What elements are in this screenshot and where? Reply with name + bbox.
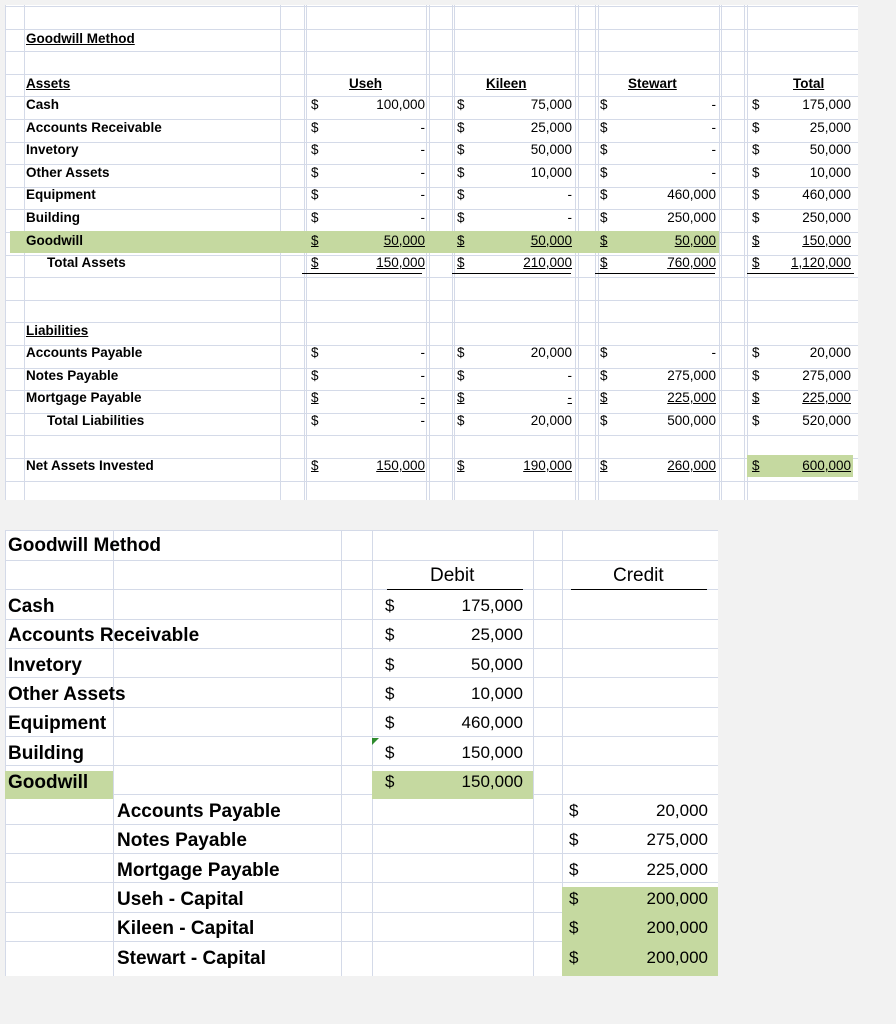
total-assets-underline (595, 273, 715, 274)
debit-header-underline (387, 589, 523, 590)
grid-row-line (5, 530, 718, 531)
grid-row-line (5, 51, 858, 52)
grid-column-line (533, 530, 534, 976)
credit-account-label: Mortgage Payable (117, 859, 280, 881)
credit-amount: 275,000 (646, 830, 708, 850)
debit-currency-symbol: $ (385, 654, 395, 674)
credit-account-label: Stewart - Capital (117, 947, 266, 969)
credit-amount: 225,000 (646, 859, 708, 879)
currency-symbol: $ (311, 367, 319, 383)
debit-amount: 150,000 (461, 742, 523, 762)
debit-account-label: Other Assets (8, 683, 126, 705)
currency-symbol: $ (457, 412, 465, 428)
cell-value: - (711, 345, 716, 360)
cell-value: 175,000 (802, 97, 851, 112)
credit-account-label: Kileen - Capital (117, 918, 255, 940)
grid-row-line (5, 209, 858, 210)
grid-row-line (5, 619, 718, 620)
currency-symbol: $ (752, 367, 760, 383)
grid-row-line (5, 648, 718, 649)
grid-column-line (719, 5, 720, 500)
grid-row-line (5, 29, 858, 30)
cell-value: - (420, 390, 425, 406)
grid-row-line (5, 142, 858, 143)
row-label: Total Assets (47, 255, 126, 271)
currency-symbol: $ (600, 367, 608, 383)
debit-currency-symbol: $ (385, 771, 395, 791)
grid-row-line (5, 824, 718, 825)
grid-column-line (5, 530, 6, 976)
currency-symbol: $ (457, 458, 465, 473)
cell-value: 460,000 (667, 187, 716, 203)
credit-currency-symbol: $ (569, 918, 579, 938)
cell-value: 210,000 (523, 255, 572, 271)
debit-account-label: Equipment (8, 713, 107, 735)
total-assets-underline (747, 273, 854, 274)
credit-currency-symbol: $ (569, 947, 579, 967)
currency-symbol: $ (311, 232, 319, 248)
cell-value: 190,000 (523, 458, 572, 473)
grid-row-line (5, 853, 718, 854)
grid-row-line (5, 481, 858, 482)
debit-currency-symbol: $ (385, 683, 395, 703)
credit-amount: 200,000 (646, 889, 708, 908)
cell-value: 225,000 (667, 390, 716, 406)
grid-row-line (5, 74, 858, 75)
cell-value: 250,000 (802, 210, 851, 225)
cell-value: - (420, 412, 425, 428)
grid-row-line (5, 300, 858, 301)
cell-value: 50,000 (530, 142, 572, 158)
currency-symbol: $ (457, 345, 465, 360)
grid-row-line (5, 6, 858, 7)
cell-value: 20,000 (809, 345, 851, 360)
currency-symbol: $ (600, 164, 608, 180)
currency-symbol: $ (752, 412, 760, 428)
currency-symbol: $ (600, 232, 608, 248)
debit-amount: 50,000 (471, 654, 523, 674)
row-label: Building (26, 210, 80, 225)
currency-symbol: $ (600, 119, 608, 135)
cell-value: 50,000 (809, 142, 851, 158)
grid-row-line (5, 435, 858, 436)
cell-value: - (420, 210, 425, 225)
cell-value: 275,000 (802, 367, 851, 383)
currency-symbol: $ (311, 390, 319, 406)
currency-symbol: $ (600, 97, 608, 112)
cell-value: 10,000 (530, 164, 572, 180)
row-label: Mortgage Payable (26, 390, 142, 406)
grid-column-line (341, 530, 342, 976)
cell-value: 10,000 (809, 164, 851, 180)
cell-value: 760,000 (667, 255, 716, 271)
cell-value: 225,000 (802, 390, 851, 406)
row-label: Equipment (26, 187, 96, 203)
currency-symbol: $ (457, 97, 465, 112)
credit-account-label: Accounts Payable (117, 801, 281, 823)
currency-symbol: $ (752, 458, 760, 473)
goodwill-row-highlight (10, 231, 719, 253)
credit-account-label: Notes Payable (117, 830, 247, 852)
debit-account-label: Building (8, 742, 84, 764)
currency-symbol: $ (600, 255, 608, 271)
grid-column-line (747, 5, 748, 500)
currency-symbol: $ (752, 255, 760, 271)
cell-value: 25,000 (530, 119, 572, 135)
cell-value: 20,000 (530, 345, 572, 360)
row-label: Accounts Payable (26, 345, 143, 360)
currency-symbol: $ (311, 119, 319, 135)
cell-value: - (711, 97, 716, 112)
debit-account-label: Invetory (8, 654, 82, 676)
row-label: Notes Payable (26, 367, 119, 383)
currency-symbol: $ (457, 232, 465, 248)
cell-value: 460,000 (802, 187, 851, 203)
cell-value: 150,000 (376, 458, 425, 473)
grid-row-line (5, 707, 718, 708)
currency-symbol: $ (600, 458, 608, 473)
row-label: Goodwill (26, 232, 83, 248)
debit-amount: 175,000 (461, 596, 523, 615)
currency-symbol: $ (311, 164, 319, 180)
grid-row-line (5, 187, 858, 188)
grid-row-line (5, 677, 718, 678)
currency-symbol: $ (457, 164, 465, 180)
credit-header-underline (571, 589, 707, 590)
cell-value: - (420, 187, 425, 203)
sheet-title: Goodwill Method (26, 31, 135, 46)
grid-column-line (721, 5, 722, 500)
row-label: Other Assets (26, 164, 110, 180)
credit-currency-symbol: $ (569, 801, 579, 821)
debit-account-label: Cash (8, 596, 55, 617)
currency-symbol: $ (752, 119, 760, 135)
grid-row-line (5, 368, 858, 369)
cell-value: 250,000 (667, 210, 716, 225)
currency-symbol: $ (311, 458, 319, 473)
currency-symbol: $ (457, 187, 465, 203)
debit-header: Debit (430, 565, 475, 586)
currency-symbol: $ (600, 142, 608, 158)
column-header-kileen: Kileen (486, 76, 527, 91)
currency-symbol: $ (457, 255, 465, 271)
column-header-useh: Useh (349, 76, 383, 91)
row-label: Invetory (26, 142, 79, 158)
debit-amount: 150,000 (461, 771, 523, 791)
cell-value: 50,000 (383, 232, 425, 248)
currency-symbol: $ (752, 390, 760, 406)
currency-symbol: $ (600, 412, 608, 428)
row-label: Cash (26, 97, 60, 112)
cell-value: 75,000 (530, 97, 572, 112)
column-header-stewart: Stewart (628, 76, 677, 91)
cell-value: 50,000 (530, 232, 572, 248)
cell-value: 50,000 (674, 232, 716, 248)
cell-comment-marker-icon (372, 738, 380, 746)
cell-value: - (567, 390, 572, 406)
debit-amount: 25,000 (471, 625, 523, 645)
total-assets-underline (452, 273, 571, 274)
cell-value: - (711, 142, 716, 158)
currency-symbol: $ (752, 97, 760, 112)
row-label: Net Assets Invested (26, 458, 154, 473)
grid-row-line (5, 765, 718, 766)
currency-symbol: $ (311, 187, 319, 203)
cell-value: 600,000 (802, 458, 851, 473)
cell-value: 20,000 (530, 412, 572, 428)
currency-symbol: $ (311, 255, 319, 271)
grid-column-line (113, 530, 114, 976)
cell-value: 150,000 (802, 232, 851, 248)
currency-symbol: $ (457, 142, 465, 158)
cell-value: 1,120,000 (790, 255, 851, 271)
grid-column-line (744, 5, 745, 500)
cell-value: - (420, 142, 425, 158)
grid-row-line (5, 322, 858, 323)
currency-symbol: $ (457, 390, 465, 406)
credit-currency-symbol: $ (569, 859, 579, 879)
cell-value: - (420, 345, 425, 360)
grid-row-line (5, 277, 858, 278)
currency-symbol: $ (752, 210, 760, 225)
cell-value: - (711, 119, 716, 135)
currency-symbol: $ (752, 142, 760, 158)
grid-column-line (372, 530, 373, 976)
cell-value: - (420, 164, 425, 180)
cell-value: 100,000 (376, 97, 425, 112)
cell-value: - (420, 367, 425, 383)
grid-row-line (5, 560, 718, 561)
column-header-total: Total (793, 76, 825, 91)
grid-row-line (5, 882, 718, 883)
credit-amount: 20,000 (656, 801, 708, 821)
currency-symbol: $ (457, 367, 465, 383)
credit-header: Credit (613, 565, 664, 586)
currency-symbol: $ (311, 345, 319, 360)
debit-account-label: Goodwill (8, 771, 89, 793)
currency-symbol: $ (457, 119, 465, 135)
credit-currency-symbol: $ (569, 889, 579, 908)
credit-currency-symbol: $ (569, 830, 579, 850)
currency-symbol: $ (311, 210, 319, 225)
cell-value: 275,000 (667, 367, 716, 383)
grid-row-line (5, 164, 858, 165)
journal-entry-spreadsheet (5, 530, 718, 976)
cell-value: - (420, 119, 425, 135)
cell-value: 25,000 (809, 119, 851, 135)
liabilities-heading: Liabilities (26, 323, 89, 338)
debit-amount: 10,000 (471, 683, 523, 703)
currency-symbol: $ (457, 210, 465, 225)
grid-row-line (5, 255, 858, 256)
currency-symbol: $ (600, 390, 608, 406)
credit-amount: 200,000 (646, 947, 708, 967)
cell-value: - (567, 187, 572, 203)
debit-account-label: Accounts Receivable (8, 625, 200, 647)
assets-heading: Assets (26, 76, 71, 91)
currency-symbol: $ (600, 210, 608, 225)
journal-title: Goodwill Method (8, 535, 162, 556)
grid-row-line (5, 96, 858, 97)
debit-amount: 460,000 (461, 713, 523, 733)
currency-symbol: $ (752, 187, 760, 203)
row-label: Accounts Receivable (26, 119, 162, 135)
debit-currency-symbol: $ (385, 742, 395, 762)
cell-value: 500,000 (667, 412, 716, 428)
cell-value: 150,000 (376, 255, 425, 271)
grid-column-line (5, 5, 6, 500)
credit-account-label: Useh - Capital (117, 889, 244, 910)
row-label: Total Liabilities (47, 412, 145, 428)
currency-symbol: $ (311, 412, 319, 428)
cell-value: - (567, 210, 572, 225)
currency-symbol: $ (752, 232, 760, 248)
cell-value: - (711, 164, 716, 180)
currency-symbol: $ (752, 164, 760, 180)
debit-currency-symbol: $ (385, 596, 395, 615)
cell-value: 520,000 (802, 412, 851, 428)
debit-currency-symbol: $ (385, 713, 395, 733)
currency-symbol: $ (600, 187, 608, 203)
currency-symbol: $ (752, 345, 760, 360)
currency-symbol: $ (600, 345, 608, 360)
summary-spreadsheet (5, 5, 858, 500)
currency-symbol: $ (311, 97, 319, 112)
credit-amount: 200,000 (646, 918, 708, 938)
debit-currency-symbol: $ (385, 625, 395, 645)
currency-symbol: $ (311, 142, 319, 158)
grid-row-line (5, 736, 718, 737)
cell-value: - (567, 367, 572, 383)
cell-value: 260,000 (667, 458, 716, 473)
total-assets-underline (302, 273, 422, 274)
